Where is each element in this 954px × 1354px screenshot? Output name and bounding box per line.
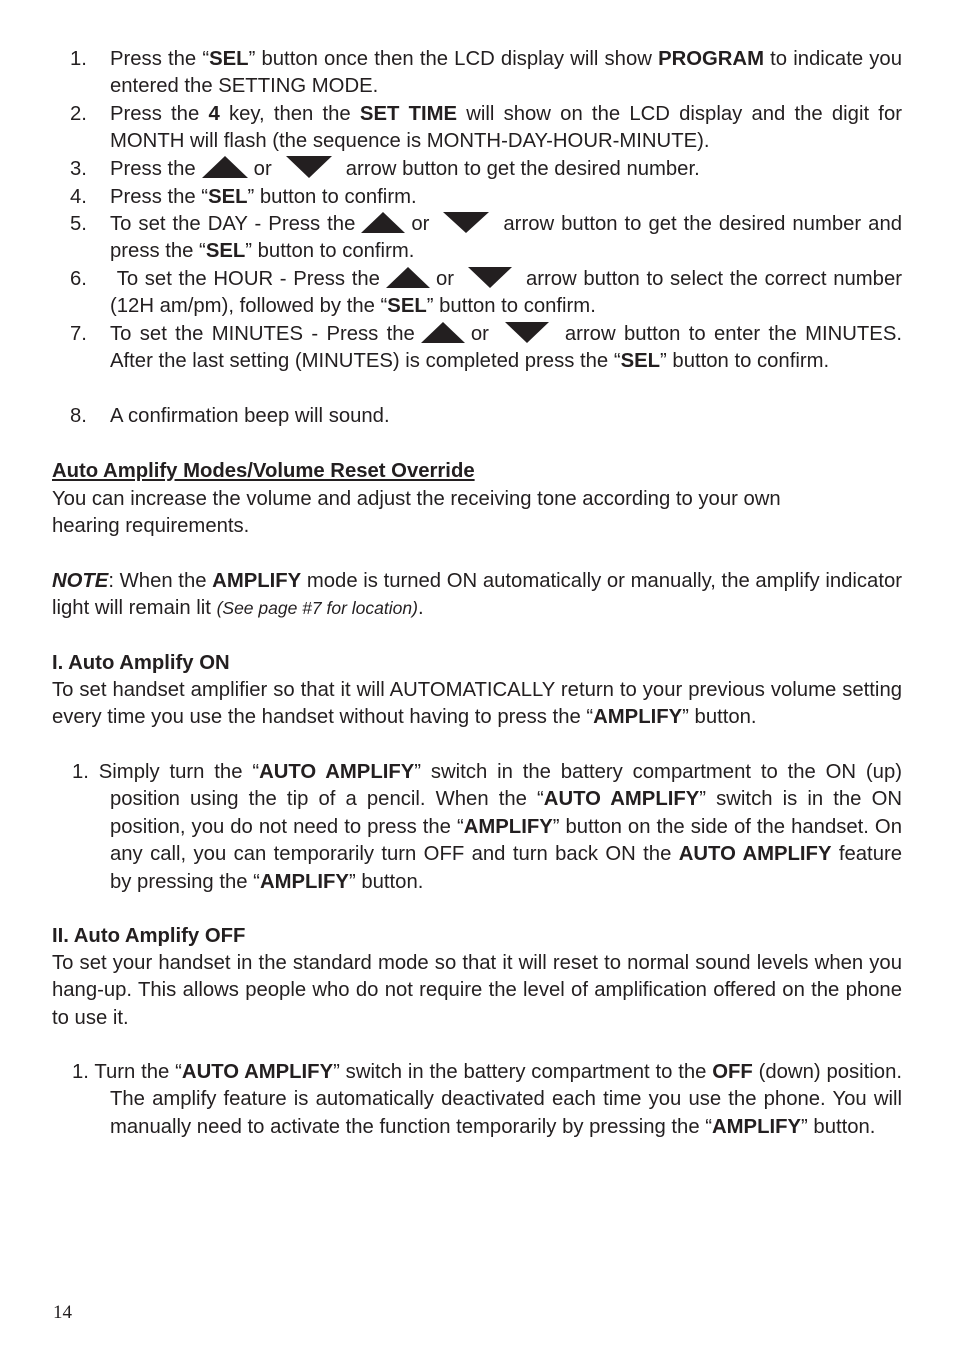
auto-amplify-on-heading: I. Auto Amplify ON <box>52 652 230 674</box>
auto-amplify-off-heading: II. Auto Amplify OFF <box>52 925 246 947</box>
section-heading: Auto Amplify Modes/Volume Reset Override <box>52 460 475 482</box>
page-reference: (See page #7 for location) <box>216 598 418 619</box>
step-number: 3. <box>70 158 87 180</box>
setting-step-6: 6. To set the HOUR - Press the or arrow button to select the correct number (12H am/pm), followed by the “SEL” button to confirm. <box>70 268 908 318</box>
up-arrow-icon <box>386 267 430 288</box>
setting-step-7: 7. To set the MINUTES - Press the or arrow button to enter the MINUTES. After the last setting (MINUTES) is completed press the “SEL” button to confirm. <box>70 323 902 373</box>
setting-step-3: 3. Press the or arrow button to get the desired number. <box>52 156 902 183</box>
down-arrow-icon <box>505 322 549 343</box>
setting-step-1: 1. Press the “SEL” button once then the LCD display will show PROGRAM to indicate you entered the SETTING MODE. <box>70 48 902 98</box>
step-number: 4. <box>70 186 87 208</box>
step-number: 5. <box>70 213 87 235</box>
setting-step-8: 8. A confirmation beep will sound. <box>52 403 902 430</box>
up-arrow-icon <box>202 156 248 178</box>
setting-step-2: 2. Press the 4 key, then the SET TIME will show on the LCD display and the digit for MONTH will flash (the sequence is MONTH-DAY-HOUR-MINUTE). <box>70 103 902 153</box>
intro-paragraph: You can increase the volume and adjust the receiving tone according to your own hearing requirements. <box>52 488 781 538</box>
up-arrow-icon <box>361 212 405 233</box>
auto-amplify-on-step: 1. Simply turn the “AUTO AMPLIFY” switch in the battery compartment to the ON (up) position using the tip of a pencil. When the “AUTO AMPLIFY” switch is in the ON position, you do not need to press the “AMPLIFY” button on the side of the handset. On any call, you can temporarily turn OFF and turn back ON the AUTO AMPLIFY feature by pressing the “AMPLIFY” button. <box>72 761 903 893</box>
step-number: 1. <box>70 48 87 70</box>
down-arrow-icon <box>286 156 332 178</box>
down-arrow-icon <box>443 212 489 233</box>
page-number: 14 <box>53 1302 72 1323</box>
note-label: NOTE <box>52 570 109 592</box>
setting-step-4: 4. Press the “SEL” button to confirm. <box>52 184 902 211</box>
auto-amplify-off-step: 1. Turn the “AUTO AMPLIFY” switch in the battery compartment to the OFF (down) position. The amplify feature is automatically deactivated each time you use the phone. You will manually need to activate the function temporarily by pressing the “AMPLIFY” button. <box>72 1061 902 1138</box>
auto-amplify-on-description: To set handset amplifier so that it will AUTOMATICALLY return to your previous volume setting every time you use the handset without having to press the “AMPLIFY” button. <box>52 679 902 729</box>
down-arrow-icon <box>468 267 512 288</box>
step-number: 6. <box>70 268 87 290</box>
step-number: 7. <box>70 323 87 345</box>
setting-step-5: 5. To set the DAY - Press the or arrow button to get the desired number and press the “SEL” button to confirm. <box>70 213 902 263</box>
note-paragraph: NOTE: When the AMPLIFY mode is turned ON automatically or manually, the amplify indicator light will remain lit (See page #7 for location). <box>52 570 902 620</box>
up-arrow-icon <box>421 322 465 343</box>
auto-amplify-off-description: To set your handset in the standard mode so that it will reset to normal sound levels when you hang-up. This allows people who do not require the level of amplification offered on the phone to use it. <box>52 952 902 1029</box>
step-number: 2. <box>70 103 87 125</box>
step-number: 8. <box>70 405 87 427</box>
